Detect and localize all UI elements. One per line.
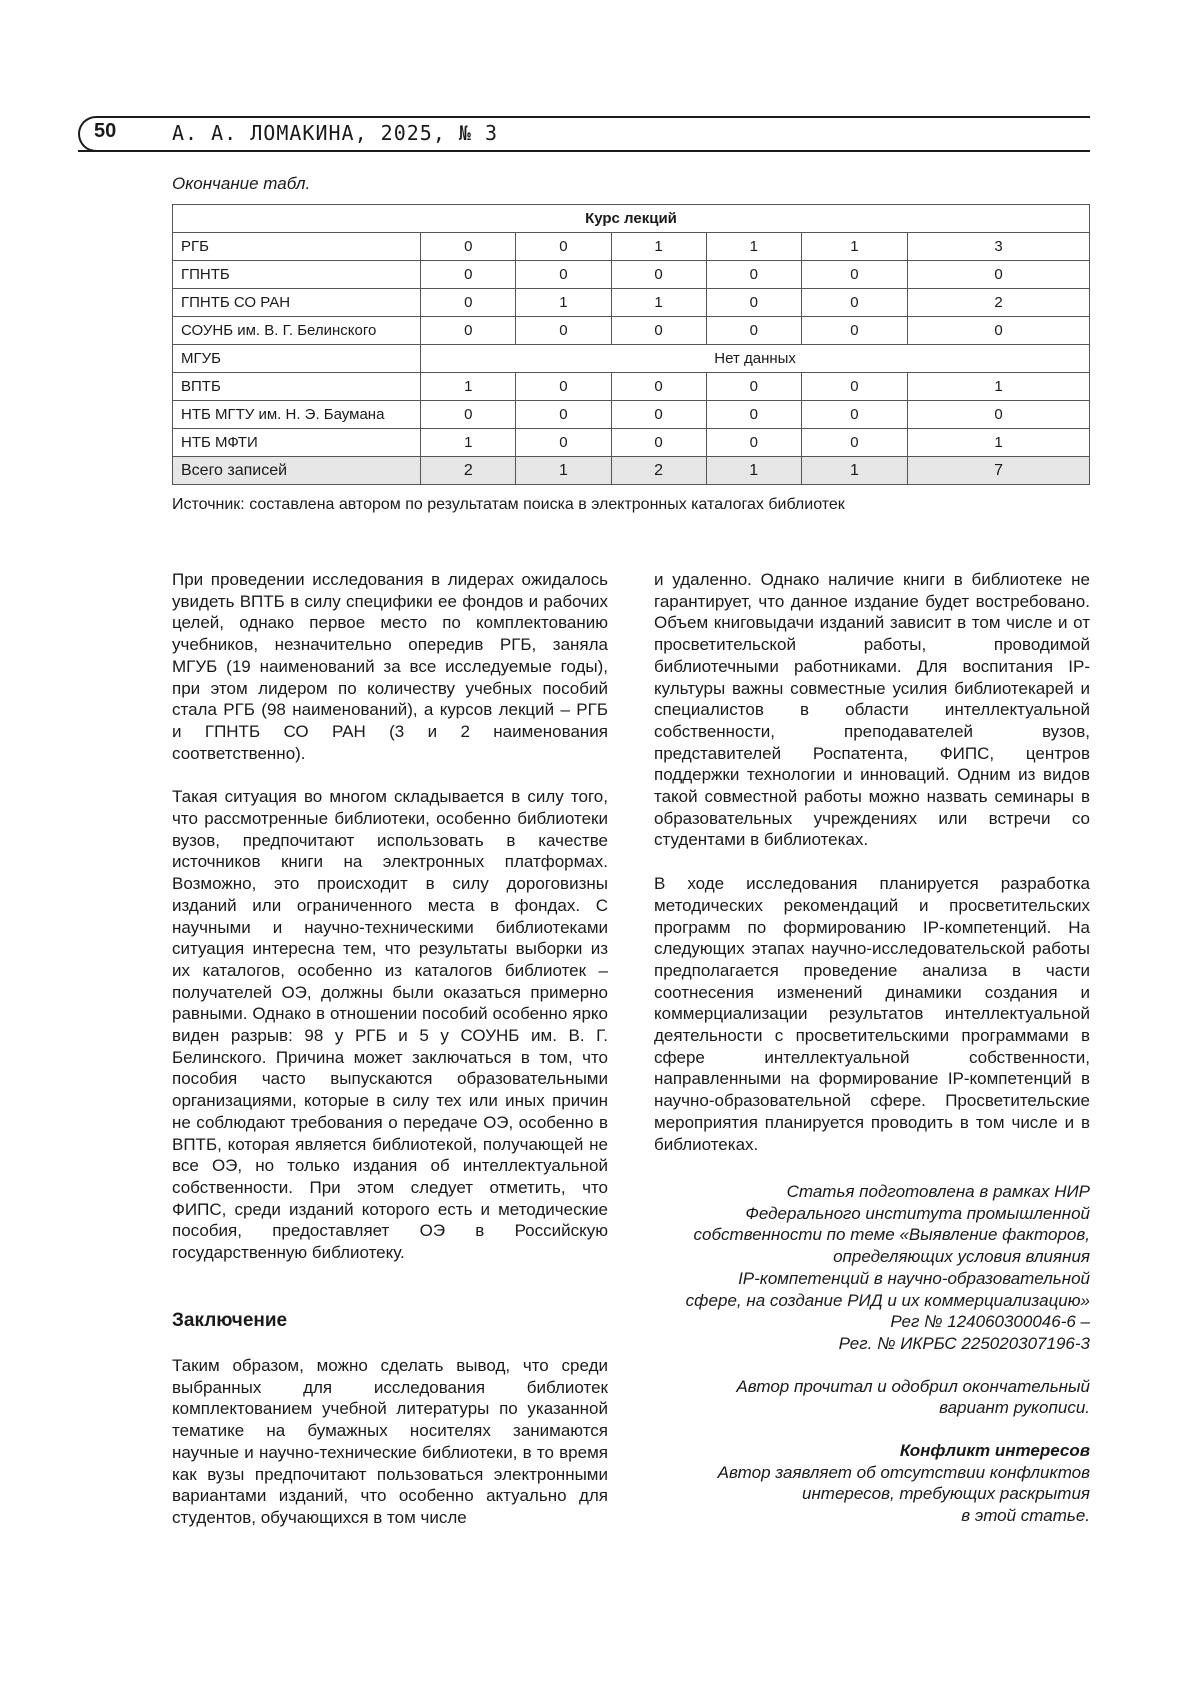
value-cell: 1 [611,289,706,317]
body-paragraph: и удаленно. Однако наличие книги в библиотеке не гарантирует, что данное издание будет востребовано. Объем книговыдачи изданий зависит в том числе и от просветительской работы, проводимой библиотечными работниками. Для воспитания IP-культуры важны совместные усилия библиотекарей и специалистов в области интеллектуальной собственности, преподавателей вузов, представителей Роспатента, ФИПС, центров поддержки технологии и инноваций. Одним из видов такой совместной работы можно назвать семинары в образовательных учреждениях или встречи со студентами в библиотеках. [654,570,1090,850]
value-cell: 0 [706,429,801,457]
table-row [173,289,1090,317]
right-column [654,569,1090,1177]
value-cell: 1 [801,457,907,485]
body-paragraph: При проведении исследования в лидерах ожидалось увидеть ВПТБ в силу специфики ее фондов и рабочих целей, однако первое место по комплектованию учебников, незначительно опередив РГБ, заняла МГУБ (19 наименований за все исследуемые годы), при этом лидером по количеству учебных пособий стала РГБ (98 наименований), а курсов лекций – РГБ и ГПНТБ СО РАН (3 и 2 наименования соответственно). [172,570,608,763]
merged-cell: Нет данных [421,345,1090,373]
value-cell: 0 [801,373,907,401]
ack-line: Федерального института промышленной [745,1203,1090,1223]
value-cell: 0 [516,261,611,289]
value-cell: 2 [421,457,516,485]
value-cell: 0 [801,401,907,429]
value-cell: 0 [421,261,516,289]
library-name-cell: РГБ [173,233,421,261]
value-cell: 0 [908,261,1090,289]
value-cell: 0 [801,317,907,345]
library-name-cell: СОУНБ им. В. Г. Белинского [173,317,421,345]
value-cell: 1 [801,233,907,261]
header-rule-top [148,116,1090,118]
ack-line: сфере, на создание РИД и их коммерциализацию» [685,1290,1090,1310]
ack-line: Рег № 124060300046-6 – [890,1312,1090,1332]
left-column [172,569,608,1286]
table-total-row [173,457,1090,485]
value-cell: 1 [516,457,611,485]
value-cell: 0 [611,317,706,345]
value-cell: 1 [421,429,516,457]
ack-line: IP-компетенций в научно-образовательной [738,1268,1090,1288]
value-cell: 2 [908,289,1090,317]
library-name-cell: ВПТБ [173,373,421,401]
table-source-note: Источник: составлена автором по результатам поиска в электронных каталогах библиотек [172,496,845,513]
value-cell: 1 [706,233,801,261]
value-cell: 0 [801,289,907,317]
value-cell: 0 [801,261,907,289]
running-title: А. А. ЛОМАКИНА, 2025, № 3 [172,121,499,145]
value-cell: 0 [516,373,611,401]
value-cell: 0 [421,233,516,261]
conflict-note [654,1440,1090,1527]
value-cell: 0 [908,401,1090,429]
library-name-cell: Всего записей [173,457,421,485]
ack-line: Статья подготовлена в рамках НИР [786,1182,1090,1201]
value-cell: 0 [706,261,801,289]
library-name-cell: ГПНТБ СО РАН [173,289,421,317]
value-cell: 1 [516,289,611,317]
library-name-cell: НТБ МГТУ им. Н. Э. Баумана [173,401,421,429]
funding-note [654,1181,1090,1355]
conclusion-column [172,1355,608,1551]
ack-line: интересов, требующих раскрытия [801,1484,1090,1504]
table-caption: Окончание табл. [172,174,311,193]
body-paragraph: Такая ситуация во многом складывается в силу того, что рассмотренные библиотеки, особенно библиотеки вузов, предпочитают использовать в качестве источников книги на электронных платформах. Возможно, это происходит в силу дороговизны изданий или ограниченного места в фондах. С научными и научно-техническими библиотеками ситуация интересна тем, что результаты выборки из их каталогов, особенно из каталогов библиотек – получателей ОЭ, должны были оказаться примерно равными. Однако в отношении пособий особенно ярко виден разрыв: 98 у РГБ и 5 у СОУНБ им. В. Г. Белинского. Причина может заключаться в том, что пособия часто выпускаются образовательными организациями, которые в силу тех или иных причин не соблюдают требования о передаче ОЭ, особенно в ВПТБ, которая является библиотекой, получающей не все ОЭ, но только издания об интеллектуальной собственности. При этом следует отметить, что ФИПС, среди изданий которого есть и методические пособия, предоставляет ОЭ в Российскую государственную библиотеку. [172,787,608,1263]
value-cell: 0 [611,401,706,429]
value-cell: 0 [611,261,706,289]
value-cell: 0 [908,317,1090,345]
value-cell: 1 [611,233,706,261]
value-cell: 0 [706,401,801,429]
body-paragraph: В ходе исследования планируется разработка методических рекомендаций и просветительских программ по формированию IP-компетенций. На следующих этапах научно-исследовательской работы предполагается проведение анализа в части соотнесения изменений динамики создания и коммерциализации результатов интеллектуальной деятельности с просветительскими программами в сфере интеллектуальной собственности, направленными на формирование IP-компетенций в научно-образовательной сфере. Просветительские мероприятия планируется проводить в том числе и в библиотеках. [654,874,1090,1154]
ack-line: вариант рукописи. [939,1398,1090,1418]
table-section-header [173,205,1090,233]
value-cell: 0 [706,317,801,345]
ack-line: собственности по теме «Выявление факторов, [693,1225,1090,1245]
table-row [173,261,1090,289]
table-row [173,401,1090,429]
running-header [78,116,1090,154]
conflict-title: Конфликт интересов [899,1441,1090,1461]
value-cell: 1 [706,457,801,485]
ack-line: в этой статье. [961,1506,1090,1526]
page-number: 50 [94,120,117,142]
value-cell: 0 [421,317,516,345]
value-cell: 7 [908,457,1090,485]
value-cell: 0 [516,317,611,345]
value-cell: 0 [706,373,801,401]
value-cell: 0 [421,289,516,317]
section-heading-conclusion: Заключение [172,1310,288,1331]
table-row [173,317,1090,345]
value-cell: 0 [611,373,706,401]
header-rule-bottom [78,150,1090,152]
acknowledgments [654,1181,1090,1548]
table-row [173,373,1090,401]
data-table [172,204,1090,485]
ack-line: определяющих условия влияния [833,1247,1090,1267]
ack-line: Автор прочитал и одобрил окончательный [736,1376,1090,1396]
library-name-cell: НТБ МФТИ [173,429,421,457]
value-cell: 0 [516,401,611,429]
section-title: Курс лекций [173,205,1090,233]
value-cell: 0 [421,401,516,429]
value-cell: 1 [421,373,516,401]
value-cell: 1 [908,429,1090,457]
value-cell: 0 [516,233,611,261]
ack-line: Автор заявляет об отсутствии конфликтов [717,1462,1090,1482]
value-cell: 0 [706,289,801,317]
value-cell: 1 [908,373,1090,401]
ack-line: Рег. № ИКРБС 225020307196-3 [838,1333,1090,1353]
body-paragraph: Таким образом, можно сделать вывод, что среди выбранных для исследования библиотек комплектованием учебной литературы по указанной тематике на бумажных носителях занимаются научные и научно-технические библиотеки, в то время как вузы предпочитают пользоваться электронными вариантами изданий, что особенно актуально для студентов, обучающихся в том числе [172,1356,608,1527]
table-row [173,345,1090,373]
value-cell: 0 [516,429,611,457]
table-row [173,429,1090,457]
value-cell: 0 [801,429,907,457]
value-cell: 2 [611,457,706,485]
value-cell: 3 [908,233,1090,261]
value-cell: 0 [611,429,706,457]
table-row [173,233,1090,261]
library-name-cell: ГПНТБ [173,261,421,289]
library-name-cell: МГУБ [173,345,421,373]
approval-note [654,1376,1090,1419]
